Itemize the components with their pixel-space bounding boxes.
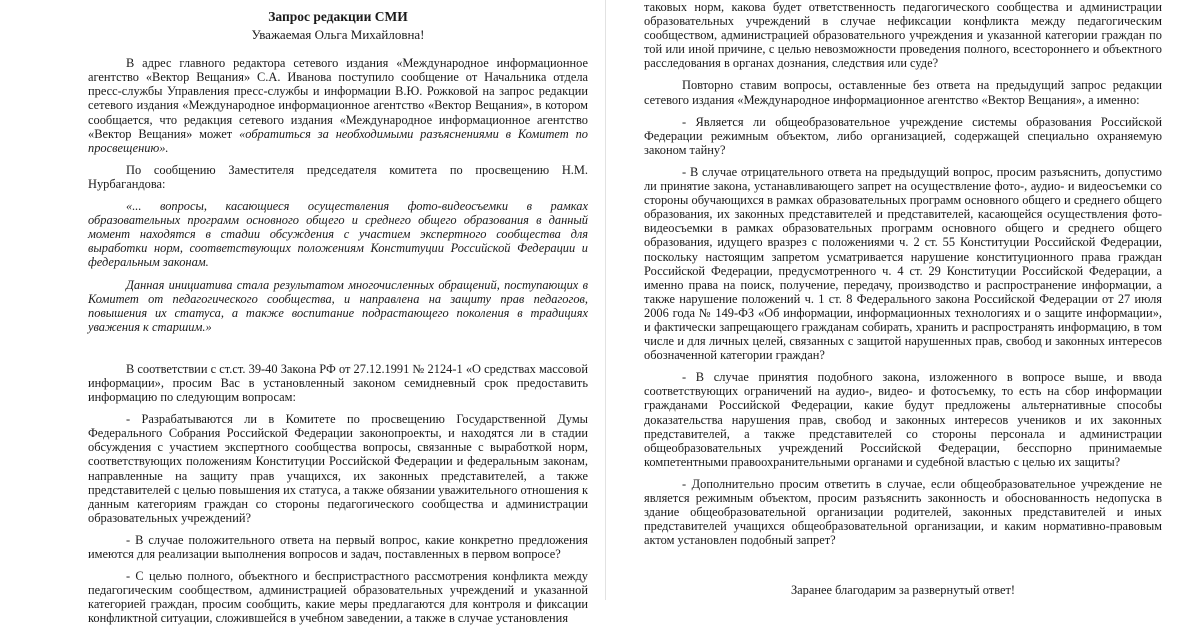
- paragraph-deputy: По сообщению Заместителя председателя комитета по просвещению Н.М. Нурбагандова:: [88, 162, 588, 191]
- question-3-end: таковых норм, какова будет ответственность педагогического сообщества и администрации образовательных учреждений в случае нефиксации конфликта между педагогическим сообществом, администрацией образовательного учреждения и указанной категории граждан по той или иной причине, с целью невозможности проведения полного, всестороннего и объектного расследования в органах дознания, следствия или суде?: [644, 0, 1162, 71]
- repeat-question-3: - В случае принятия подобного закона, изложенного в вопросе выше, и ввода соответствующих ограничений на аудио-, видео- и фотосъемку, то есть на сбор информации гражданами Российской Федерации, какие будут предложены альтернативные способы доказательства нарушения прав, свобод и законных интересов учеников и их законных представителей, а также представителей со стороны персонала и администрации общеобразовательных учреждений Российской Федерации, бесспорно принимаемые компетентными правоохранительными органами и судебной властью с целью их защиты?: [644, 370, 1162, 469]
- question-3-start: - С целью полного, объектного и беспристрастного рассмотрения конфликта между педагогическим сообществом, администрацией образовательных учреждений и указанной категорией граждан, просим сообщить, какие меры предлагаются для контроля и фиксации конфликтной ситуации, сложившейся в учебном заведении, а также в случае установления: [88, 569, 588, 625]
- paragraph-intro-italic: «обратиться за необходимыми разъяснениями в Комитет по просвещению».: [88, 126, 588, 155]
- paragraph-intro: [88, 56, 588, 155]
- question-1: - Разрабатываются ли в Комитете по просвещению Государственной Думы Федерального Собрания Российской Федерации законопроекты, и находятся ли в стадии обсуждения с участием экспертного сообщества вопросы, связанные с выработкой норм, соответствующих положениям Конституции Российской Федерации и федеральным законам, направленные на защиту прав учащихся, их законных представителей, а также представителей с целью повышения их статуса, а также обязании уважительного отношения к данным категориям граждан со стороны педагогического сообщества и администрации образовательных учреждений?: [88, 412, 588, 525]
- quote-part-2: Данная инициатива стала результатом многочисленных обращений, поступающих в Комитет от педагогического сообщества, и направлена на защиту прав педагогов, повышения их статуса, а также воспитание подрастающего поколения в традициях уважения к старшим.»: [88, 277, 588, 334]
- page-divider: [605, 0, 606, 600]
- paragraph-intro-text: В адрес главного редактора сетевого издания «Международное информационное агентство «Вектор Вещания» С.А. Иванова поступило сообщение от Начальника отдела пресс-службы Управления пресс-службы и информации В.Ю. Рожковой на запрос редакции сетевого издания «Международное информационное агентство «Вектор Вещания», в котором сообщается, что редакция сетевого издания «Международное информационное агентство «Вектор Вещания» может: [88, 56, 588, 141]
- paragraph-repeat-request: Повторно ставим вопросы, оставленные без ответа на предыдущий запрос редакции сетевого издания «Международное информационное агентство «Вектор Вещания», а именно:: [644, 78, 1162, 107]
- document-page-right: [612, 0, 1200, 600]
- quote-part-1: «... вопросы, касающиеся осуществления фото-видеосъемки в рамках образовательных программ основного общего и среднего общего образования в данный момент находятся в стадии обсуждения с участием экспертного сообщества для выработки норм, соответствующих положениям Конституции Российской Федерации и федеральным законам.: [88, 199, 588, 270]
- repeat-question-1: - Является ли общеобразовательное учреждение системы образования Российской Федерации режимным объектом, либо организацией, содержащей специально охраняемую законом тайну?: [644, 114, 1162, 157]
- greeting: Уважаемая Ольга Михайловна!: [251, 27, 425, 43]
- question-2: - В случае положительного ответа на первый вопрос, какие конкретно предложения имеются для реализации выполнения вопросов и задач, поставленных в первом вопросе?: [88, 532, 588, 561]
- repeat-question-4: - Дополнительно просим ответить в случае, если общеобразовательное учреждение не является режимным объектом, просим разъяснить законность и обоснованность недопуска в здание общеобразовательной организации родителей, законных представителей и иных представителей учащихся общеобразовательной организации, и каким нормативно-правовым актом установлен подобный запрет?: [644, 476, 1162, 548]
- closing-thanks: Заранее благодарим за развернутый ответ!: [790, 583, 1016, 598]
- repeat-question-2: - В случае отрицательного ответа на предыдущий вопрос, просим разъяснить, допустимо ли принятие закона, устанавливающего запрет на осуществление фото-, аудио- и видеосъемки со стороны обучающихся в рамках образовательных программ основного общего и среднего общего образования, их законных представителей и представителей, касающейся осуществления фото-видеосъемки в рамках образовательных программ основного общего и среднего общего образования, идущего вразрез с положениями ч. 2 ст. 55 Конституции Российской Федерации, поскольку настоящим запретом усматривается нарушение конституционного права граждан Российской Федерации, предусмотренного ч. 4 ст. 29 Конституции Российской Федерации, а именно права на поиск, получение, передачу, производство и распространение информации, а также нарушение положений ч. 1 ст. 8 Федерального закона Российской Федерации от 27 июля 2006 года № 149-ФЗ «Об информации, информационных технологиях и о защите информации», и фактически запрещающего гражданам собирать, хранить и распространять информацию, в том числе и для личных целей, связанных с защитой нарушенных прав, свобод и законных интересов обозначенной категории граждан?: [644, 164, 1162, 363]
- document-title: Запрос редакции СМИ: [268, 9, 408, 24]
- paragraph-law-request: В соответствии с ст.ст. 39-40 Закона РФ от 27.12.1991 № 2124-1 «О средствах массовой информации», просим Вас в установленный законом семидневный срок предоставить информацию по следующим вопросам:: [88, 361, 588, 405]
